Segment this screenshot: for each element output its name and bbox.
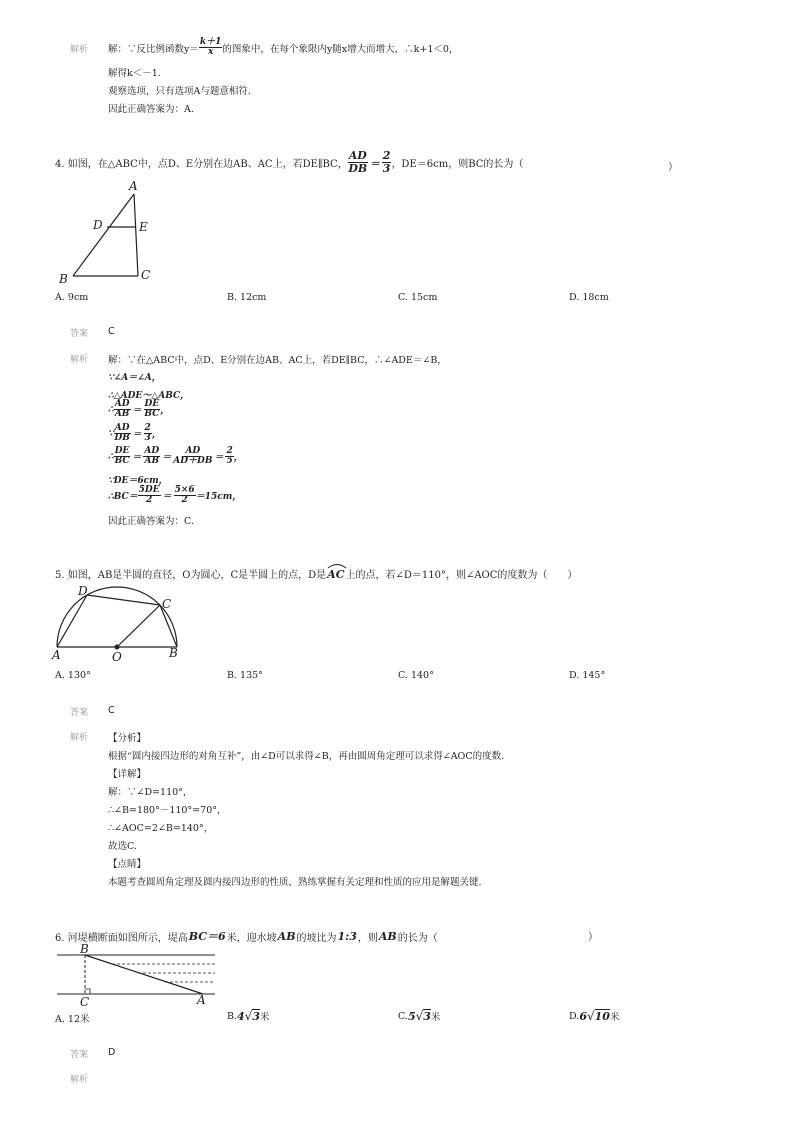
solution-line: 因此正确答案为：C.: [108, 516, 194, 527]
option-d[interactable]: D. 6 √ 10 米: [569, 1009, 620, 1023]
option-a[interactable]: A. 12米: [55, 1014, 90, 1025]
label-o: O: [112, 650, 122, 664]
label-c: C: [162, 597, 172, 611]
answer-tag: 答案: [70, 1050, 89, 1060]
label-c: C: [141, 268, 151, 282]
solution-line: 解：∵反比例函数y＝ $\frac{k+1}{x}$ 的图象中，在每个象限内y随x增大而增大，∴k+1＜0，: [108, 37, 459, 58]
answer-value: D: [108, 1047, 116, 1058]
label-e: E: [139, 220, 148, 234]
label-b: B: [59, 272, 68, 286]
sqrt-icon: √: [415, 1009, 424, 1023]
solution-line: ∵ $\frac{AD}{DB}$ ＝ $\frac{2}{3}$ ，: [108, 423, 161, 444]
option-b[interactable]: B. 4 √ 3 米: [227, 1009, 270, 1023]
solution-line: ∴ $\frac{AD}{AB}$ ＝ $\frac{DE}{BC}$ ，: [108, 399, 170, 420]
analysis-tag: 解析: [70, 733, 89, 743]
solution-line: ∴△ADE～△ABC，: [108, 391, 190, 401]
question-5-stem: 5. 如图，AB是半圆的直径，O为圆心，C是半圆上的点，D是 AC 上的点，若∠D＝110°，则∠AOC的度数为（ ）: [55, 566, 577, 581]
sqrt-icon: √: [586, 1009, 595, 1023]
answer-value: C: [108, 705, 115, 716]
solution-line: 因此正确答案为：A.: [108, 104, 194, 115]
option-c[interactable]: C. 140°: [398, 670, 434, 681]
solution-line: ∴∠B=180°－110°=70°，: [108, 805, 227, 816]
answer-tag: 答案: [70, 708, 89, 718]
option-d[interactable]: D. 18cm: [569, 292, 609, 303]
analysis-tag: 解析: [70, 1075, 89, 1085]
solution-line: 故选C.: [108, 841, 137, 852]
answer-value: C: [108, 326, 115, 337]
fraction-2-3: $\frac{2}{3}$: [382, 149, 391, 175]
solution-line: ∵DE＝6cm，: [108, 476, 168, 486]
analysis-tag: 解析: [70, 45, 89, 55]
solution-line: 解：∵在△ABC中，点D、E分别在边AB、AC上，若DE∥BC，∴∠ADE＝∠B，: [108, 355, 447, 366]
label-d: D: [78, 584, 88, 598]
solution-line: 本题考查圆周角定理及圆内接四边形的性质，熟练掌握有关定理和性质的应用是解题关键.: [108, 877, 482, 888]
question-4-stem: 4. 如图，在△ABC中，点D、E分别在边AB、AC上，若DE∥BC， $\frac{AD}{DB}$ ＝ $\frac{2}{3}$ ，DE＝6cm，则BC的长为（: [55, 149, 524, 175]
label-b: B: [169, 646, 178, 660]
section-heading: 【点睛】: [108, 859, 147, 870]
analysis-tag: 解析: [70, 355, 89, 365]
section-heading: 【详解】: [108, 769, 147, 780]
fraction-ad-db: $\frac{AD}{DB}$: [348, 149, 368, 175]
answer-paren: ）: [668, 162, 678, 173]
answer-paren: ）: [588, 932, 598, 943]
solution-line: 根据“圆内接四边形的对角互补”，由∠D可以求得∠B，再由圆周角定理可以求得∠AOC的度数.: [108, 751, 505, 762]
option-a[interactable]: A. 9cm: [55, 292, 89, 303]
label-a: A: [52, 648, 61, 662]
solution-line: ∴BC＝ $\frac{5DE}{2}$ ＝ $\frac{5\times 6}{2}$ ＝15cm，: [108, 485, 242, 506]
option-b[interactable]: B. 12cm: [227, 292, 267, 303]
label-c: C: [80, 995, 90, 1009]
solution-line: 解得k＜－1.: [108, 68, 161, 79]
label-d: D: [93, 218, 103, 232]
solution-line: ∴ $\frac{DE}{BC}$ ＝ $\frac{AD}{AB}$ ＝ $\frac{AD}{AD+DB}$ ＝ $\frac{2}{5}$ ，: [108, 446, 243, 467]
option-c[interactable]: C. 15cm: [398, 292, 438, 303]
fraction: $\frac{k+1}{x}$: [199, 37, 222, 58]
label-a: A: [197, 993, 206, 1007]
option-a[interactable]: A. 130°: [55, 670, 91, 681]
sqrt-icon: √: [244, 1009, 253, 1023]
label-a: A: [129, 179, 138, 193]
solution-line: ∵∠A＝∠A，: [108, 373, 161, 383]
answer-tag: 答案: [70, 329, 89, 339]
option-b[interactable]: B. 135°: [227, 670, 263, 681]
solution-line: 观察选项，只有选项A与题意相符.: [108, 86, 251, 97]
question-6-stem: 6. 河堤横断面如图所示，堤高 BC＝6 米，迎水坡 AB 的坡比为 1:3 ，则 AB 的长为（: [55, 929, 438, 944]
label-b: B: [80, 942, 89, 956]
option-c[interactable]: C. 5 √ 3 米: [398, 1009, 441, 1023]
solution-line: ∴∠AOC=2∠B=140°，: [108, 823, 214, 834]
solution-line: 解：∵∠D=110°，: [108, 787, 193, 798]
section-heading: 【分析】: [108, 733, 147, 744]
arc-ac: AC: [327, 568, 344, 581]
option-d[interactable]: D. 145°: [569, 670, 606, 681]
